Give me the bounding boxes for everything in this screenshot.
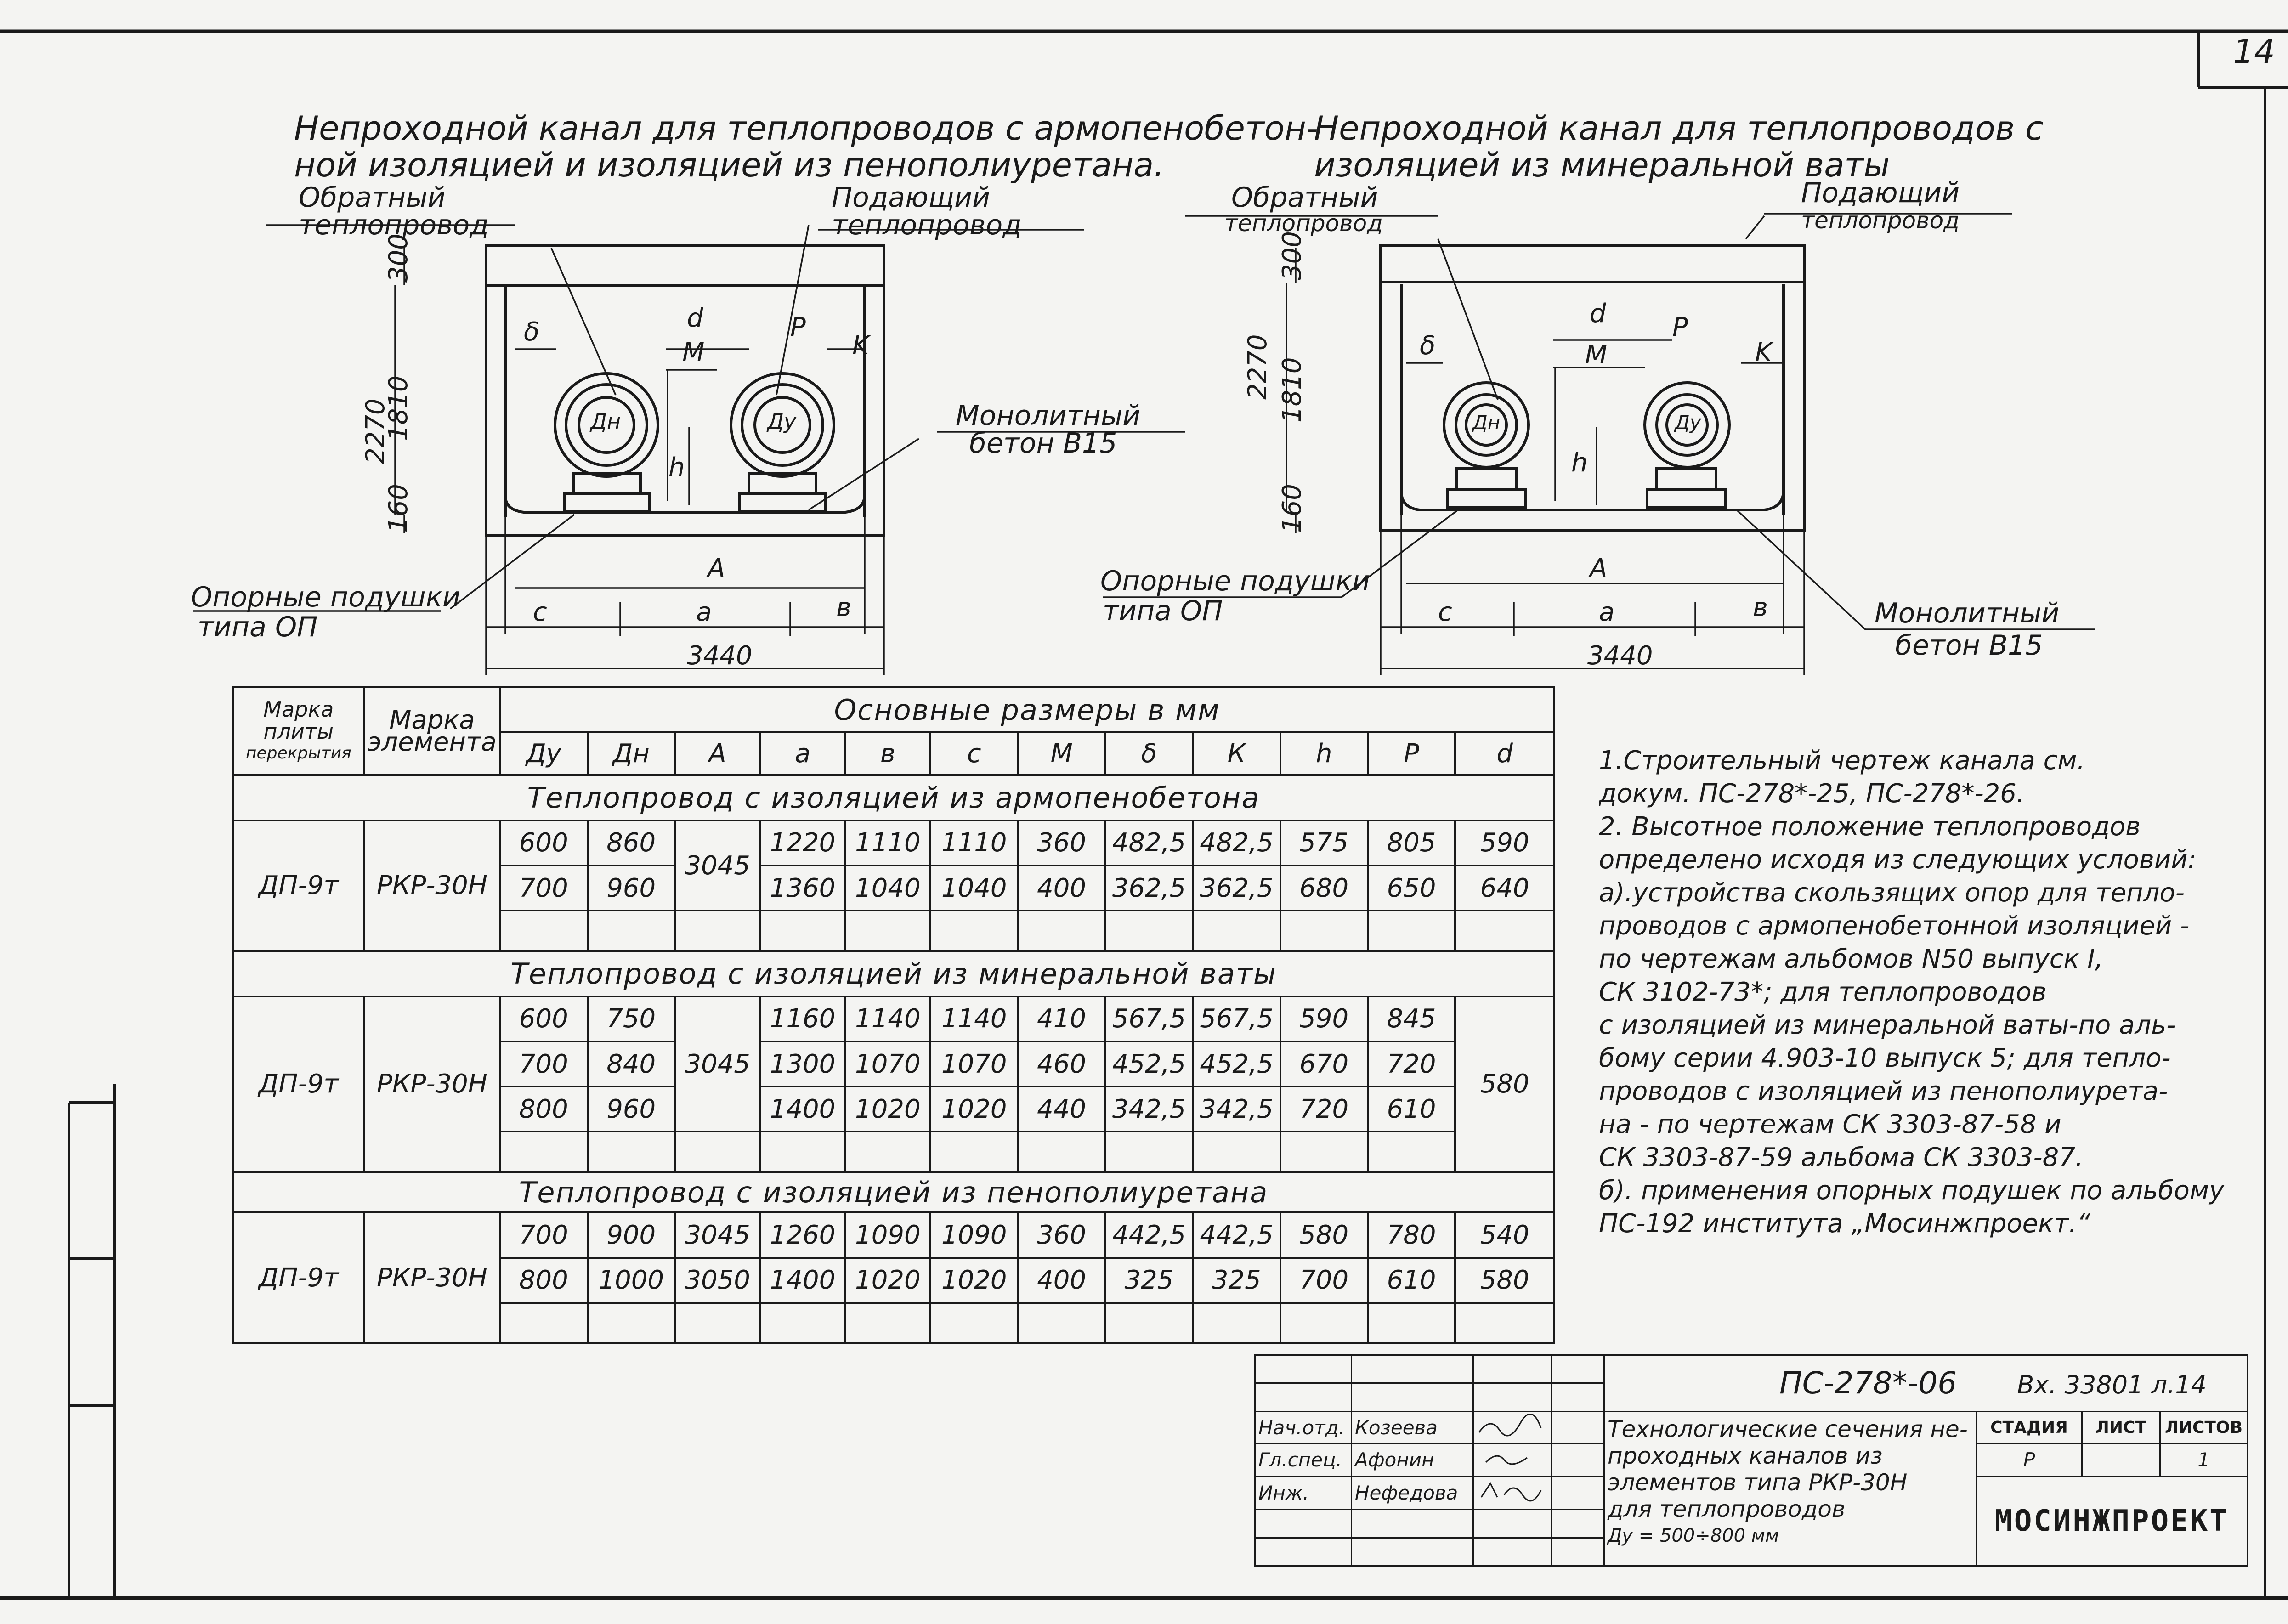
document-code: ПС-278*-06 Вх. 33801 л.14 <box>1604 1355 2248 1412</box>
left-return-label-2: теплопровод <box>299 209 489 241</box>
role-head: Нач.отд. <box>1255 1411 1352 1443</box>
stage-value: Р <box>1977 1444 2082 1476</box>
right-return-label-1: Обратный <box>1231 181 1378 214</box>
note-line: проводов с изоляцией из пенополиурета- <box>1599 1076 2168 1106</box>
col-M: М <box>1018 732 1105 775</box>
name-engineer: Нефедова <box>1352 1476 1473 1510</box>
signature-1 <box>1473 1411 1552 1443</box>
right-dim-M: M <box>1585 340 1608 370</box>
right-pipe-Du: Ду <box>1675 411 1701 434</box>
right-supports-label-2: типа ОП <box>1103 595 1223 627</box>
left-dim-300: 300 <box>384 233 413 283</box>
sheets-header: ЛИСТОВ <box>2160 1411 2248 1443</box>
left-supply-label-2: теплопровод <box>832 209 1022 241</box>
left-concrete-label-2: бетон В15 <box>969 427 1117 459</box>
left-dim-3440: 3440 <box>687 641 753 671</box>
col-a: а <box>760 732 845 775</box>
note-line: по чертежам альбомов N50 выпуск I, <box>1599 944 2103 974</box>
col-P: Р <box>1368 732 1455 775</box>
sheet-header: ЛИСТ <box>2082 1411 2160 1443</box>
left-dim-1810: 1810 <box>384 375 413 441</box>
right-dim-d: d <box>1590 299 1606 328</box>
right-dim-1810: 1810 <box>1277 357 1307 423</box>
note-line: проводов с армопенобетонной изоляцией - <box>1599 911 2190 941</box>
left-dim-c: с <box>533 597 547 627</box>
col-b: в <box>845 732 930 775</box>
left-dim-M: M <box>682 338 705 368</box>
right-pipe-Dn: Дн <box>1472 411 1501 434</box>
header-main-dimensions: Основные размеры в мм <box>500 687 1554 732</box>
right-concrete-label-2: бетон В15 <box>1895 629 2043 662</box>
right-dim-160: 160 <box>1277 484 1307 533</box>
col-d: d <box>1455 732 1554 775</box>
table-row: ДП-9т РКР-30Н 700 900 3045 1260 1090 1090 360 442,5 442,5 580 780 540 <box>233 1212 1554 1257</box>
left-dim-a: а <box>696 597 712 627</box>
note-line: 2. Высотное положение теплопроводов <box>1599 812 2141 842</box>
right-dim-3440: 3440 <box>1587 641 1653 671</box>
col-A: А <box>675 732 760 775</box>
note-line: 1.Строительный чертеж канала см. <box>1599 746 2085 775</box>
page-number: 14 <box>2233 32 2275 71</box>
table-row: 700 960 1360 1040 1040 400 362,5 362,5 680 650 640 <box>233 866 1554 911</box>
general-notes <box>1599 744 2256 1240</box>
right-dim-A: А <box>1590 554 1608 583</box>
role-chief: Гл.спец. <box>1255 1444 1352 1476</box>
note-line: бому серии 4.903-10 выпуск 5; для тепло- <box>1599 1043 2171 1073</box>
section-armopenobeton: Теплопровод с изоляцией из армопенобетона <box>233 775 1554 820</box>
left-pipe-Du: Ду <box>767 409 797 434</box>
right-title-line1: Непроходной канал для теплопроводов с <box>1314 109 2044 147</box>
left-dim-h: h <box>668 453 685 482</box>
signature-3 <box>1473 1476 1552 1510</box>
col-K: К <box>1193 732 1280 775</box>
name-chief: Афонин <box>1352 1444 1473 1476</box>
note-line: а).устройства скользящих опор для тепло- <box>1599 878 2185 908</box>
col-Dn: Дн <box>588 732 675 775</box>
note-line: б). применения опорных подушек по альбому <box>1599 1176 2225 1205</box>
note-line: СК 3303-87-59 альбома СК 3303-87. <box>1599 1143 2084 1172</box>
right-supports-label-1: Опорные подушки <box>1100 565 1370 597</box>
table-row: 800 1000 3050 1400 1020 1020 400 325 325 700 610 580 <box>233 1258 1554 1303</box>
left-title-line1: Непроходной канал для теплопроводов с армопенобетон- <box>294 109 1318 147</box>
note-line: с изоляцией из минеральной ваты-по аль- <box>1599 1010 2176 1040</box>
table-row: ДП-9т РКР-30Н 600 860 3045 1220 1110 1110 360 482,5 482,5 575 805 590 <box>233 820 1554 866</box>
stage-header: СТАДИЯ <box>1977 1411 2082 1443</box>
right-dim-K: K <box>1755 338 1772 368</box>
left-supports-label-2: типа ОП <box>198 611 318 643</box>
note-line: на - по чертежам СК 3303-87-58 и <box>1599 1109 2061 1139</box>
table-row: 800 960 1400 1020 1020 440 342,5 342,5 720 610 <box>233 1086 1554 1132</box>
signature-icon <box>1477 1414 1546 1437</box>
left-dim-b: в <box>836 593 852 622</box>
right-dim-300: 300 <box>1277 231 1307 280</box>
name-head: Козеева <box>1352 1411 1473 1443</box>
signature-icon <box>1477 1479 1546 1502</box>
left-dim-P: P <box>790 312 806 342</box>
drawing-description: Технологические сечения не- проходных каналов из элементов типа РКР-30Н для теплопроводов Ду = 500÷800 мм <box>1604 1411 1977 1566</box>
organization-name: МОСИНЖПРОЕКТ <box>1977 1476 2248 1566</box>
right-dim-2270: 2270 <box>1243 334 1273 400</box>
note-line: докум. ПС-278*-25, ПС-278*-26. <box>1599 779 2025 809</box>
right-dim-h: h <box>1571 448 1588 478</box>
left-supports-label-1: Опорные подушки <box>191 581 460 613</box>
right-supply-label-2: теплопровод <box>1801 207 1960 234</box>
left-dim-d: d <box>687 303 703 333</box>
table-row: 700 840 1300 1070 1070 460 452,5 452,5 670 720 <box>233 1041 1554 1086</box>
section-mineral-wool: Теплопровод с изоляцией из минеральной ваты <box>233 951 1554 996</box>
right-concrete-label-1: Монолитный <box>1875 597 2060 629</box>
left-dim-K: K <box>852 331 869 361</box>
dimensions-table <box>232 686 1555 1344</box>
note-line: СК 3102-73*; для теплопроводов <box>1599 977 2047 1007</box>
right-dim-c: с <box>1438 597 1452 627</box>
role-engineer: Инж. <box>1255 1476 1352 1510</box>
left-dim-A: А <box>708 554 725 583</box>
table-row: ДП-9т РКР-30Н 600 750 3045 1160 1140 1140 410 567,5 567,5 590 845 580 <box>233 996 1554 1041</box>
right-dim-a: а <box>1599 597 1615 627</box>
col-c: с <box>930 732 1018 775</box>
right-dim-delta: δ <box>1420 331 1436 361</box>
col-delta: δ <box>1105 732 1193 775</box>
left-dim-160: 160 <box>384 484 413 533</box>
right-dim-b: в <box>1753 593 1768 622</box>
title-block <box>1254 1354 2248 1567</box>
right-return-label-2: теплопровод <box>1224 210 1383 237</box>
sheet-value <box>2082 1444 2160 1476</box>
section-polyurethane: Теплопровод с изоляцией из пенополиуретана <box>233 1172 1554 1212</box>
left-concrete-label-1: Монолитный <box>956 400 1141 432</box>
note-line: ПС-192 института „Мосинжпроект.“ <box>1599 1209 2090 1239</box>
right-dim-P: P <box>1672 312 1688 342</box>
sheets-value: 1 <box>2160 1444 2248 1476</box>
left-dim-2270: 2270 <box>361 398 391 464</box>
signature-2 <box>1473 1444 1552 1476</box>
left-title-line2: ной изоляцией и изоляцией из пенополиуретана. <box>294 146 1165 184</box>
header-plate-mark: Марка плиты перекрытия <box>233 687 364 775</box>
right-supply-label-1: Подающий <box>1801 177 1960 209</box>
note-line: определено исходя из следующих условий: <box>1599 845 2197 875</box>
inventory-number: Вх. 33801 л.14 <box>2017 1370 2207 1400</box>
left-dim-delta: δ <box>524 317 540 347</box>
left-supply-label-1: Подающий <box>832 181 991 214</box>
right-title-line2: изоляцией из минеральной ваты <box>1314 146 1890 184</box>
col-Du: Ду <box>500 732 587 775</box>
col-h: h <box>1280 732 1368 775</box>
header-element-mark: Марка элемента <box>364 687 500 775</box>
left-return-label-1: Обратный <box>299 181 446 214</box>
signature-icon <box>1477 1446 1546 1469</box>
left-pipe-Dn: Дн <box>590 409 621 434</box>
